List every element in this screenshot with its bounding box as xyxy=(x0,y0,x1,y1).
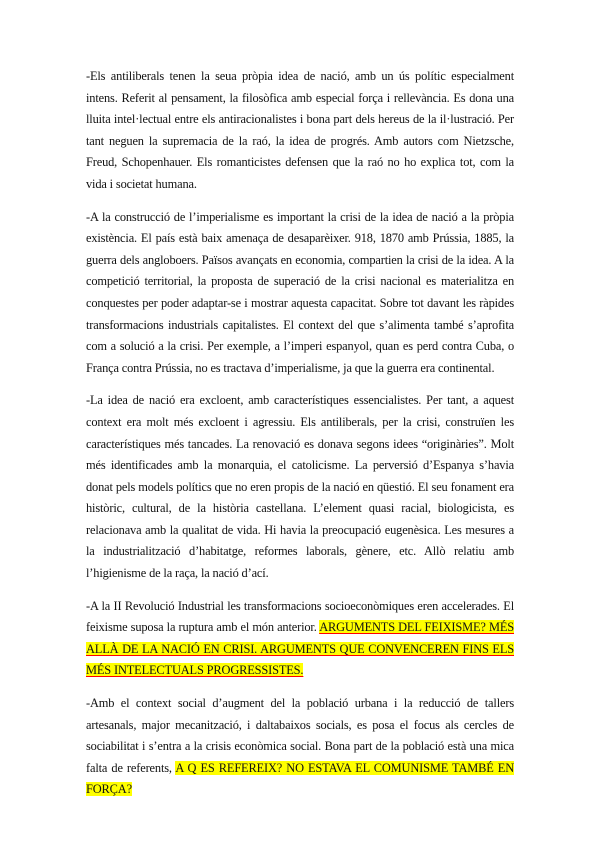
paragraph-3 xyxy=(86,390,514,584)
paragraph-3-text: -La idea de nació era excloent, amb característiques essencialistes. Per tant, a aquest context era molt més excloent i agressiu. Els antiliberals, per la crisi, construïen les característiques més tancades. La renovació es donava segons idees “originàries”. Molt més identificades amb la monarquia, el catolicisme. La perversió d’Espanya s’havia donat pels models polítics que no eren propis de la nació en qüestió. El seu fonament era històric, cultural, de la història castellana. L’element quasi racial, biologicista, es relacionava amb la qualitat de vida. Hi havia la preocupació eugenèsica. Les mesures a la industrialització d’habitatge, reformes laborals, gènere, etc. Allò relatiu amb l’higienisme de la raça, la nació d’ací. xyxy=(86,393,514,581)
paragraph-4 xyxy=(86,596,514,682)
highlighted-comment-2: A Q ES REFEREIX? NO ESTAVA EL COMUNISME TAMBÉ EN FORÇA? xyxy=(86,760,514,797)
paragraph-5-text: -Amb el context social d’augment del la població urbana i la reducció de tallers artesanals, major mecanització, i daltabaixos socials, es posa el focus als cercles de sociabilitat i s’entra a la crisis econòmica social. Bona part de la població està una mica falta de referents, xyxy=(86,696,514,775)
paragraph-1-text: -Els antiliberals tenen la seua pròpia idea de nació, amb un ús polític especialment intens. Referit al pensament, la filosòfica amb especial força i rellevància. Es dona una lluita intel·lectual entre els antiracionalistes i bona part dels hereus de la il·lustració. Per tant neguen la supremacia de la raó, la idea de progrés. Amb autors com Nietzsche, Freud, Schopenhauer. Els romanticistes defensen que la raó no ho explica tot, com la vida i societat humana. xyxy=(86,69,514,191)
highlighted-comment-1: ARGUMENTS DEL FEIXISME? MÉS ALLÀ DE LA NACIÓ EN CRISI. ARGUMENTS QUE CONVENCEREN FINS ELS MÉS INTELECTUALS PROGRESSISTES. xyxy=(86,620,514,678)
paragraph-4-text: -A la II Revolució Industrial les transformacions socioeconòmiques eren accelerades. El feixisme suposa la ruptura amb el món anterior. xyxy=(86,598,514,635)
paragraph-2 xyxy=(86,207,514,380)
paragraph-1 xyxy=(86,66,514,196)
paragraph-2-text: -A la construcció de l’imperialisme es important la crisi de la idea de nació a la pròpia existència. El país està baix amenaça de desaparèixer. 918, 1870 amb Prússia, 1885, la guerra dels angloboers. Països avançats en economia, compartien la crisi de la idea. A la competició territorial, la proposta de superació de la crisi nacional es materialitza en conquestes per poder adaptar-se i mostrar aquesta capacitat. Sobre tot davant les ràpides transformacions industrials capitalistes. El context del que s’alimenta també s’aprofita com a solució a la crisi. Per exemple, a l’imperi espanyol, quan es perd contra Cuba, o França contra Prússia, no es tractava d’imperialisme, ja que la guerra era continental. xyxy=(86,209,514,375)
paragraph-5 xyxy=(86,693,514,801)
document-body xyxy=(86,66,514,812)
